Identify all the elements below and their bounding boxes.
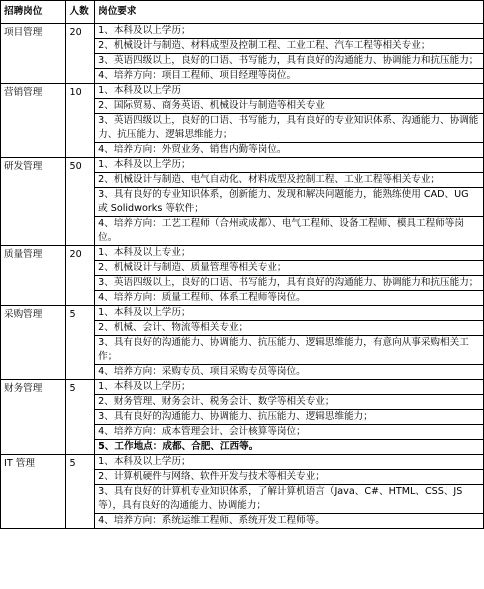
table-row: [1, 380, 484, 455]
requirement-line: 2、计算机硬件与网络、软件开发与技术等相关专业；: [95, 470, 483, 485]
table-row: [1, 246, 484, 306]
requirements-cell: [95, 246, 484, 306]
header-count: 人数: [66, 1, 95, 24]
requirement-line: 3、具有良好的专业知识体系，创新能力、发现和解决问题能力，能熟练使用 CAD、UG 或 Solidworks 等软件；: [95, 188, 483, 217]
requirement-line: 1、本科及以上学历: [95, 84, 483, 99]
position-title: 营销管理: [1, 84, 66, 158]
table-row: [1, 24, 484, 84]
requirement-line: 1、本科及以上学历；: [95, 24, 483, 39]
requirement-line: 4、培养方向：系统运维工程师、系统开发工程师等。: [98, 515, 325, 526]
requirement-line: 3、英语四级以上，良好的口语、书写能力，具有良好的专业知识体系、沟通能力、协调能力、抗压能力、逻辑思维能力；: [95, 114, 483, 143]
headcount: 20: [66, 24, 95, 84]
requirement-line: 4、培养方向：工艺工程师（合州或成都）、电气工程师、设备工程师、模具工程师等岗位。: [98, 218, 464, 243]
position-title: 研发管理: [1, 158, 66, 246]
requirement-line: 3、英语四级以上，良好的口语、书写能力，具有良好的沟通能力、协调能力和抗压能力；: [95, 54, 483, 69]
table-row: [1, 158, 484, 246]
requirements-cell: [95, 306, 484, 380]
requirement-line: 4、培养方向：采购专员、项目采购专员等岗位。: [98, 366, 306, 377]
position-title: 项目管理: [1, 24, 66, 84]
headcount: 50: [66, 158, 95, 246]
requirement-line: 4、培养方向：成本管理会计、会计核算等岗位；: [95, 425, 483, 440]
table-header-row: [1, 1, 484, 24]
header-position: 招聘岗位: [1, 1, 66, 24]
requirements-cell: [95, 24, 484, 84]
requirement-line: 4、培养方向：质量工程师、体系工程师等岗位。: [98, 292, 306, 303]
requirements-cell: [95, 455, 484, 529]
requirement-line: 3、具有良好的计算机专业知识体系，了解计算机语言（Java、C#、HTML、CSS、JS 等），具有良好的沟通能力、协调能力；: [95, 485, 483, 514]
requirements-cell: [95, 158, 484, 246]
requirement-line: 2、国际贸易、商务英语、机械设计与制造等相关专业: [95, 99, 483, 114]
table-row: [1, 306, 484, 380]
requirement-line: 2、机械设计与制造、电气自动化、材料成型及控制工程、工业工程等相关专业；: [95, 173, 483, 188]
headcount: 5: [66, 380, 95, 455]
headcount: 20: [66, 246, 95, 306]
requirement-line: 2、机械、会计、物流等相关专业；: [95, 321, 483, 336]
table-row: [1, 455, 484, 529]
position-title: 质量管理: [1, 246, 66, 306]
requirement-line: 1、本科及以上学历；: [95, 306, 483, 321]
table-row: [1, 84, 484, 158]
requirement-line: 4、培养方向：外贸业务、销售内勤等岗位。: [98, 144, 287, 155]
requirement-line: 2、机械设计与制造、材料成型及控制工程、工业工程、汽车工程等相关专业；: [95, 39, 483, 54]
requirement-line: 4、培养方向：项目工程师、项目经理等岗位。: [98, 70, 297, 81]
requirement-line: 2、财务管理、财务会计、税务会计、数学等相关专业；: [95, 395, 483, 410]
position-title: IT 管理: [1, 455, 66, 529]
header-requirements: 岗位要求: [95, 1, 484, 24]
position-title: 财务管理: [1, 380, 66, 455]
requirement-line: 1、本科及以上学历；: [95, 455, 483, 470]
requirement-line: 1、本科及以上学历；: [95, 380, 483, 395]
requirement-line: 1、本科及以上专业；: [95, 246, 483, 261]
requirement-line: 3、具有良好的沟通能力、协调能力、抗压能力、逻辑思维能力，有意向从事采购相关工作；: [95, 336, 483, 365]
position-title: 采购管理: [1, 306, 66, 380]
headcount: 5: [66, 455, 95, 529]
requirement-line: 3、英语四级以上，良好的口语、书写能力，具有良好的沟通能力、协调能力和抗压能力；: [95, 276, 483, 291]
headcount: 5: [66, 306, 95, 380]
requirements-cell: [95, 380, 484, 455]
headcount: 10: [66, 84, 95, 158]
requirements-cell: [95, 84, 484, 158]
requirement-line: 2、机械设计与制造、质量管理等相关专业；: [95, 261, 483, 276]
requirement-line: 5、工作地点：成都、合肥、江西等。: [98, 441, 259, 452]
requirement-line: 3、具有良好的沟通能力、协调能力、抗压能力、逻辑思维能力；: [95, 410, 483, 425]
requirement-line: 1、本科及以上学历；: [95, 158, 483, 173]
table-body: [1, 24, 484, 529]
